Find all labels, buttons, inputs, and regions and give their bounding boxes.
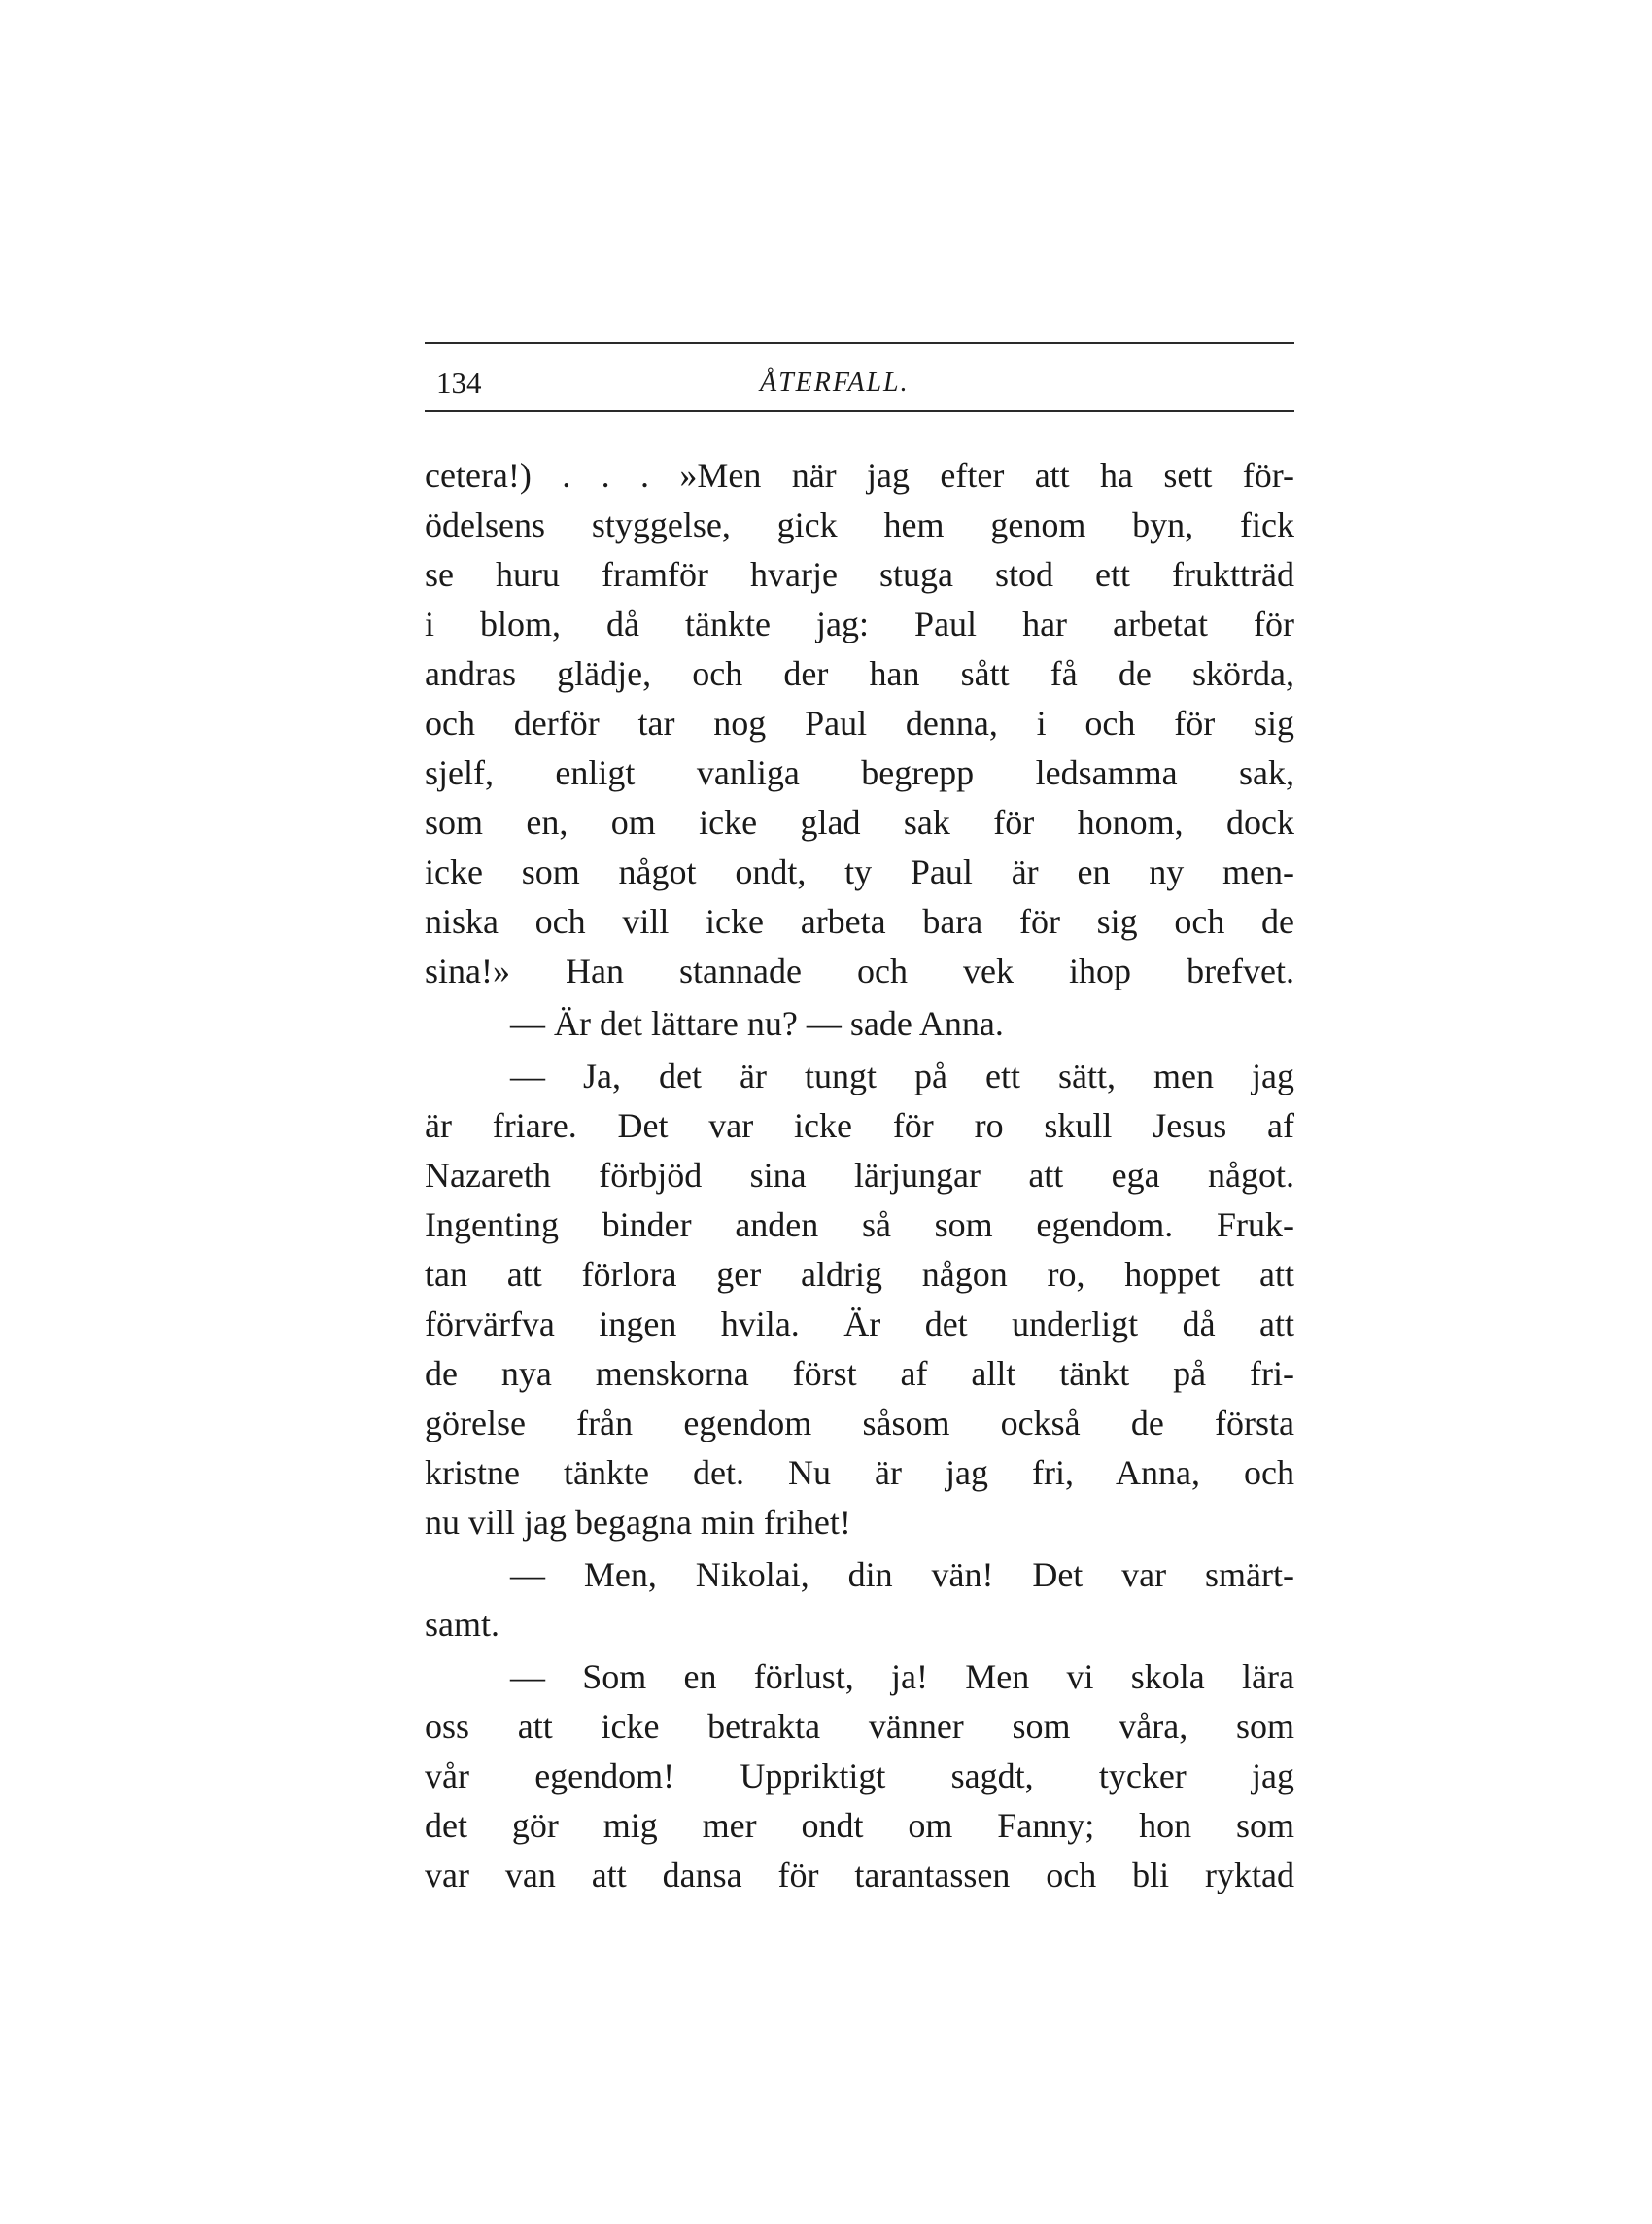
text-line: Ingenting binder anden så som egendom. Fruk-: [425, 1205, 1294, 1244]
text-line: nu vill jag begagna min frihet!: [425, 1503, 851, 1542]
page-number: 134: [436, 365, 482, 400]
header-rule-top: [425, 342, 1294, 344]
running-head: ÅTERFALL.: [760, 367, 910, 398]
dialogue-line: — Är det lättare nu? — sade Anna.: [510, 1004, 1004, 1043]
text-line: cetera!) . . . »Men när jag efter att ha sett för-: [425, 456, 1294, 495]
text-line: görelse från egendom såsom också de första: [425, 1404, 1294, 1442]
text-line: kristne tänkte det. Nu är jag fri, Anna, och: [425, 1453, 1294, 1492]
text-line: som en, om icke glad sak för honom, dock: [425, 803, 1294, 842]
text-line: förvärfva ingen hvila. Är det underligt då att: [425, 1304, 1294, 1343]
text-line: andras glädje, och der han sått få de skörda,: [425, 654, 1294, 693]
body-text: [425, 451, 1294, 1900]
text-line: i blom, då tänkte jag: Paul har arbetat för: [425, 605, 1294, 643]
book-page: [425, 342, 1294, 1995]
text-line: sina!» Han stannade och vek ihop brefvet.: [425, 952, 1294, 990]
text-line: tan att förlora ger aldrig någon ro, hoppet att: [425, 1255, 1294, 1294]
dialogue-line: — Som en förlust, ja! Men vi skola lära: [510, 1657, 1294, 1696]
text-line: det gör mig mer ondt om Fanny; hon som: [425, 1806, 1294, 1845]
text-line: icke som något ondt, ty Paul är en ny men-: [425, 852, 1294, 891]
text-line: de nya menskorna först af allt tänkt på fri-: [425, 1354, 1294, 1393]
header-rule-bottom: [425, 410, 1294, 412]
text-line: är friare. Det var icke för ro skull Jesus af: [425, 1106, 1294, 1145]
dialogue-line: — Men, Nikolai, din vän! Det var smärt-: [510, 1555, 1294, 1594]
text-line: oss att icke betrakta vänner som våra, som: [425, 1707, 1294, 1746]
text-line: se huru framför hvarje stuga stod ett fruktträd: [425, 555, 1294, 594]
text-line: ödelsens styggelse, gick hem genom byn, fick: [425, 505, 1294, 544]
text-line: sjelf, enligt vanliga begrepp ledsamma sak,: [425, 753, 1294, 792]
text-line: samt.: [425, 1605, 499, 1644]
text-line: vår egendom! Uppriktigt sagdt, tycker jag: [425, 1756, 1294, 1795]
text-line: och derför tar nog Paul denna, i och för sig: [425, 704, 1294, 743]
dialogue-line: — Ja, det är tungt på ett sätt, men jag: [510, 1057, 1294, 1095]
page-header: [425, 364, 1294, 402]
text-line: niska och vill icke arbeta bara för sig och de: [425, 902, 1294, 941]
text-line: Nazareth förbjöd sina lärjungar att ega något.: [425, 1156, 1294, 1195]
text-line: var van att dansa för tarantassen och bli ryktad: [425, 1856, 1294, 1894]
